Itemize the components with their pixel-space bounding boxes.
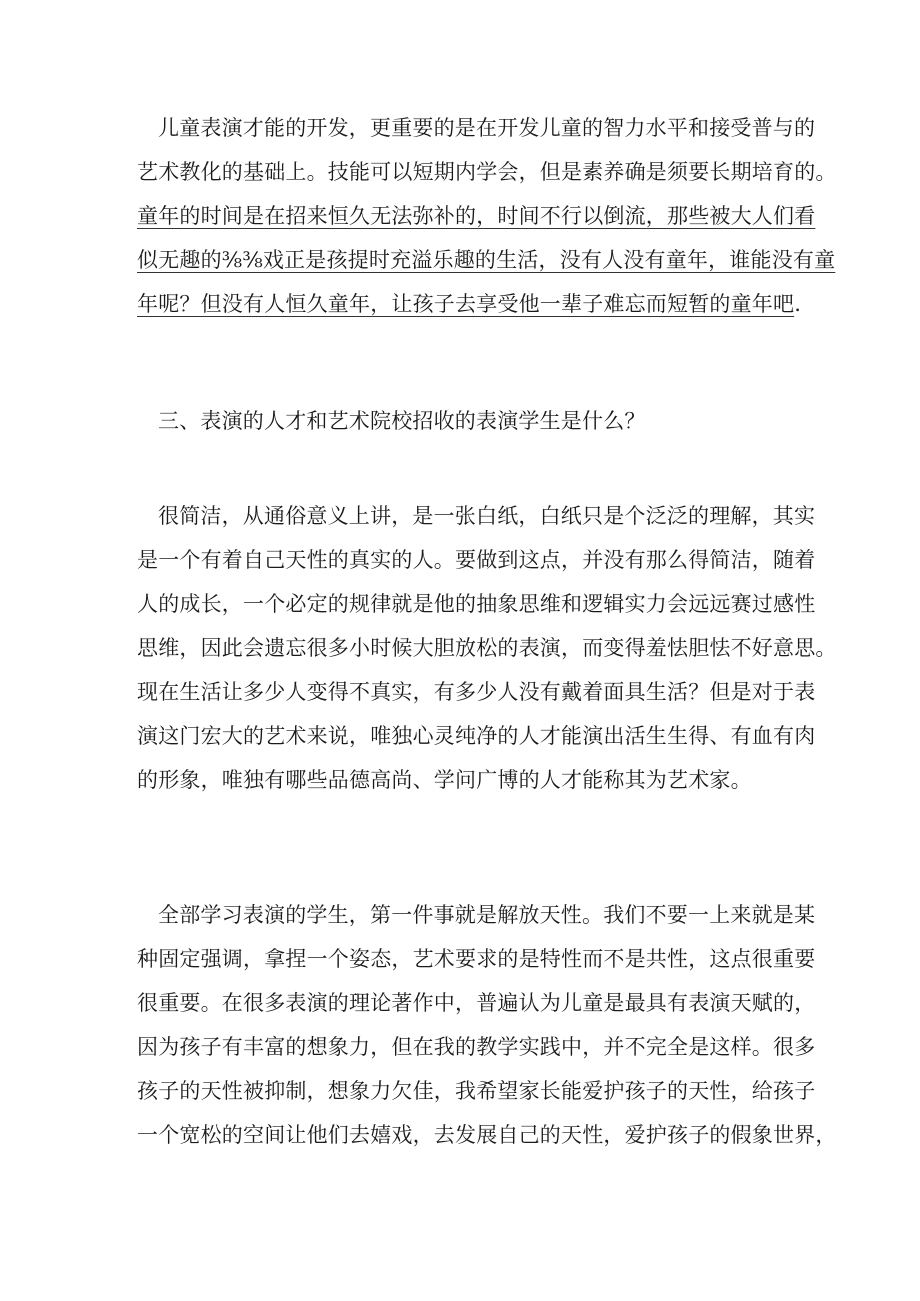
- paragraph-line: 的形象，唯独有哪些品德高尚、学问广博的人才能称其为艺术家。: [137, 768, 752, 792]
- paragraph-1: [137, 106, 837, 326]
- trailing-period: .: [794, 292, 802, 316]
- underlined-line: [137, 282, 802, 326]
- section-heading: [137, 399, 787, 443]
- paragraph-line: 孩子的天性被抑制，想象力欠佳，我希望家长能爱护孩子的天性，给孩子: [137, 1079, 816, 1103]
- heading-text: 三、表演的人才和艺术院校招收的表演学生是什么？: [158, 409, 646, 433]
- underlined-line: [137, 238, 836, 282]
- underlined-line: [137, 194, 816, 238]
- paragraph-line: 很简洁，从通俗意义上讲，是一张白纸，白纸只是个泛泛的理解，其实: [158, 504, 816, 528]
- paragraph-line: 很重要。在很多表演的理论著作中，普遍认为儿童是最具有表演天赋的，: [137, 991, 816, 1015]
- paragraph-line: 现在生活让多少人变得不真实，有多少人没有戴着面具生活？但是对于表: [137, 680, 816, 704]
- paragraph-line: 是一个有着自己天性的真实的人。要做到这点，并没有那么得简洁，随着: [137, 548, 816, 572]
- underlined-text: 年呢？但没有人恒久童年，让孩子去享受他一辈子难忘而短暂的童年吧: [137, 292, 795, 316]
- paragraph-line: 演这门宏大的艺术来说，唯独心灵纯净的人才能演出活生生得、有血有肉: [137, 724, 816, 748]
- paragraph-3: [137, 893, 837, 1157]
- paragraph-line: 种固定强调，拿捏一个姿态，艺术要求的是特性而不是共性，这点很重要: [137, 947, 816, 971]
- underlined-text: 童年的时间是在招来恒久无法弥补的，时间不行以倒流，那些被大人们看: [137, 204, 816, 228]
- paragraph-line: 因为孩子有丰富的想象力，但在我的教学实践中，并不完全是这样。很多: [137, 1035, 816, 1059]
- paragraph-line: 思维，因此会遗忘很多小时候大胆放松的表演，而变得羞怯胆怯不好意思。: [137, 636, 837, 660]
- paragraph-line: 全部学习表演的学生，第一件事就是解放天性。我们不要一上来就是某: [158, 903, 816, 927]
- paragraph-line: 艺术教化的基础上。技能可以短期内学会，但是素养确是须要长期培育的。: [137, 160, 837, 184]
- paragraph-line: 人的成长，一个必定的规律就是他的抽象思维和逻辑实力会远远赛过感性: [137, 592, 816, 616]
- paragraph-line: 一个宽松的空间让他们去嬉戏，去发展自己的天性，爱护孩子的假象世界，: [137, 1123, 837, 1147]
- paragraph-line: 儿童表演才能的开发，更重要的是在开发儿童的智力水平和接受普与的: [158, 116, 816, 140]
- paragraph-2: [137, 494, 837, 802]
- underlined-text: 似无趣的⅜⅜戏正是孩提时充溢乐趣的生活，没有人没有童年，谁能没有童: [137, 248, 836, 272]
